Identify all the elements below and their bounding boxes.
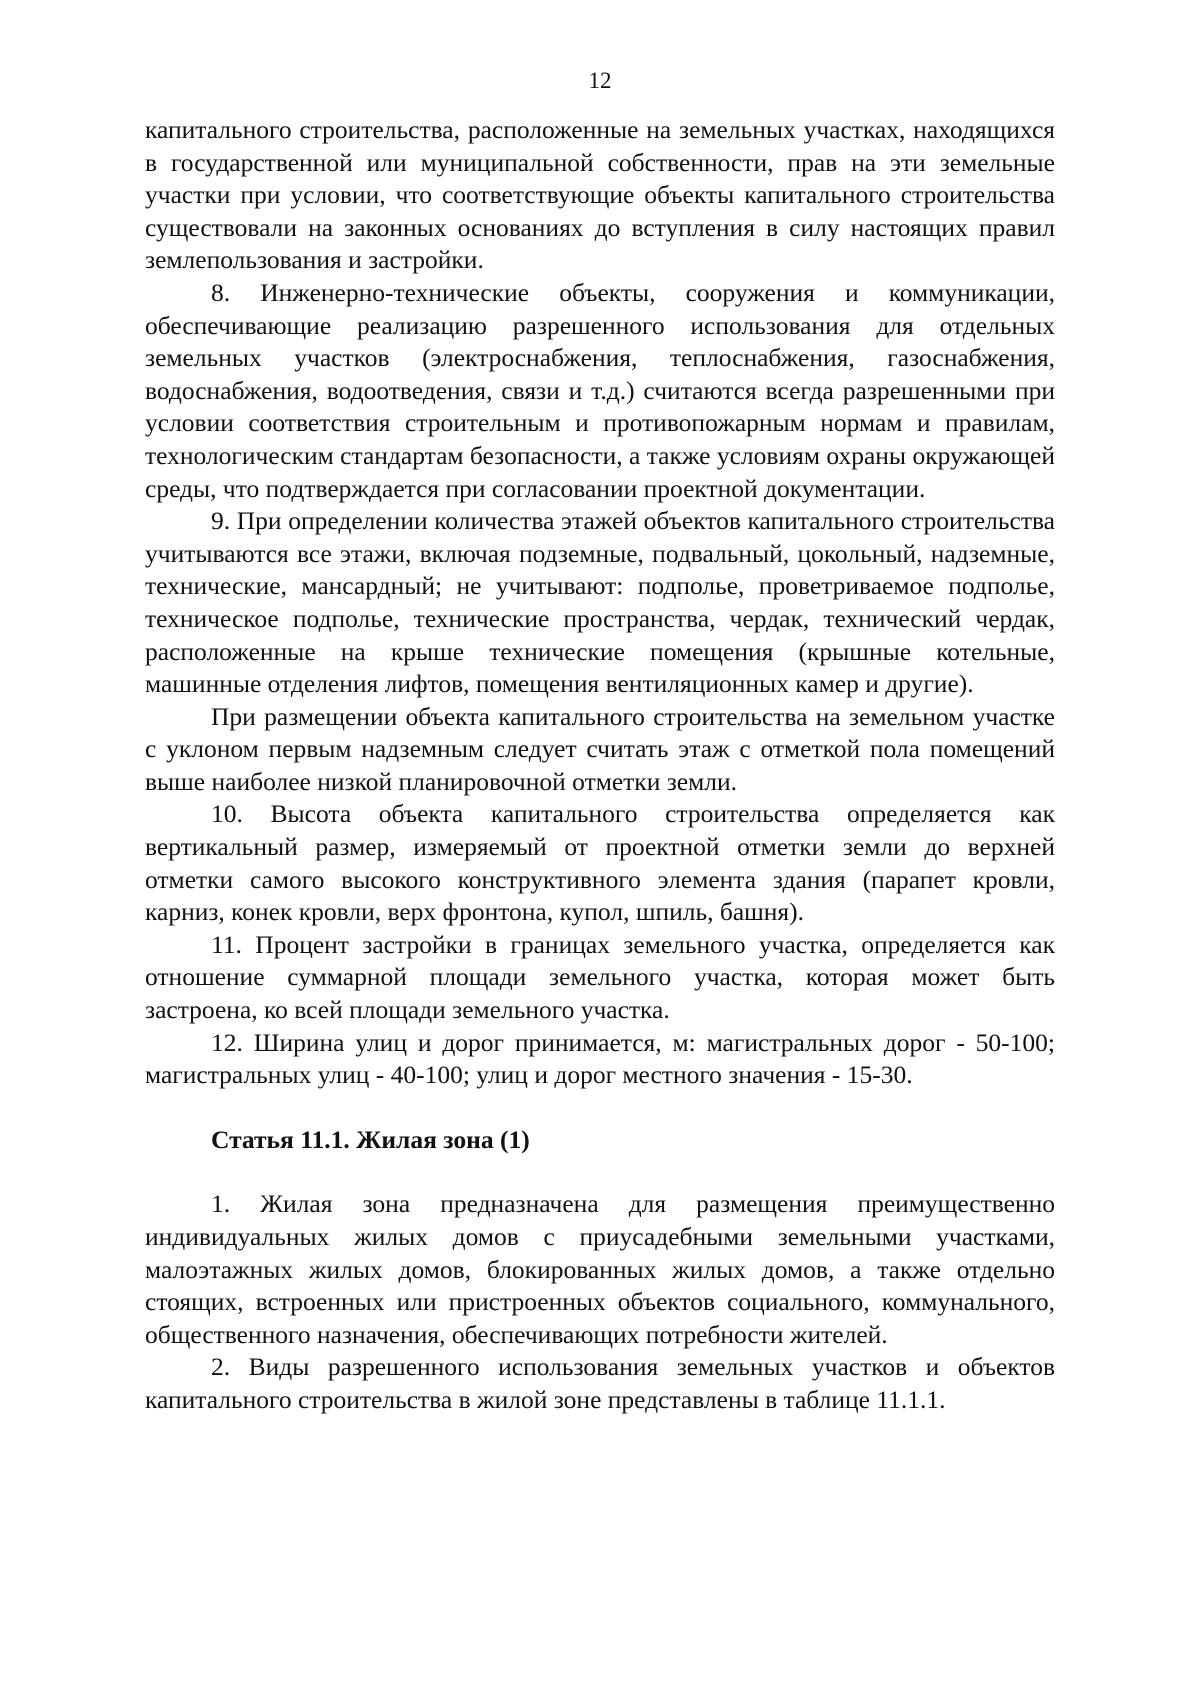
document-body [145,114,1055,1417]
page-number: 12 [588,68,612,93]
section-paragraph-1: 1. Жилая зона предназначена для размещения преимущественно индивидуальных жилых домов с приусадебными земельными участками, малоэтажных жилых домов, блокированных жилых домов, а также отдельно стоящих, встроенных или пристроенных объектов социального, коммунального, общественного назначения, обеспечивающих потребности жителей. [145,1189,1055,1349]
article-heading: Статья 11.1. Жилая зона (1) [211,1124,530,1154]
paragraph-item-10: 10. Высота объекта капитального строительства определяется как вертикальный размер, измеряемый от проектной отметки земли до верхней отметки самого высокого конструктивного элемента здания (парапет кровли, карниз, конек кровли, верх фронтона, купол, шпиль, башня). [145,799,1055,927]
paragraph-floor-rule: При размещении объекта капитального строительства на земельном участке с уклоном первым надземным следует считать этаж с отметкой пола помещений выше наиболее низкой планировочной отметки земли. [145,701,1055,796]
paragraph-item-9: 9. При определении количества этажей объектов капитального строительства учитываются все этажи, включая подземные, подвальный, цокольный, надземные, технические, мансардный; не учитывают: подполье, проветриваемое подполье, техническое подполье, технические пространства, чердак, технический чердак, расположенные на крыше технические помещения (крышные котельные, машинные отделения лифтов, помещения вентиляционных камер и другие). [145,506,1055,699]
paragraph-item-11: 11. Процент застройки в границах земельного участка, определяется как отношение суммарной площади земельного участка, которая может быть застроена, ко всей площади земельного участка. [145,929,1055,1025]
section-paragraph-2: 2. Виды разрешенного использования земельных участков и объектов капитального строительства в жилой зоне представлены в таблице 11.1.1. [145,1352,1055,1414]
paragraph-item-12: 12. Ширина улиц и дорог принимается, м: магистральных дорог - 50-100; магистральных улиц - 40-100; улиц и дорог местного значения - 15-30. [145,1027,1055,1090]
paragraph-item-8: 8. Инженерно-технические объекты, сооружения и коммуникации, обеспечивающие реализацию разрешенного использования для отдельных земельных участков (электроснабжения, теплоснабжения, газоснабжения, водоснабжения, водоотведения, связи и т.д.) считаются всегда разрешенными при условии соответствия строительным и противопожарным нормам и правилам, технологическим стандартам безопасности, а также условиям охраны окружающей среды, что подтверждается при согласовании проектной документации. [145,277,1055,503]
paragraph-continuation: капитального строительства, расположенные на земельных участках, находящихся в государственной или муниципальной собственности, прав на эти земельные участки при условии, что соответствующие объекты капитального строительства существовали на законных основаниях до вступления в силу настоящих правил землепользования и застройки. [145,115,1055,275]
